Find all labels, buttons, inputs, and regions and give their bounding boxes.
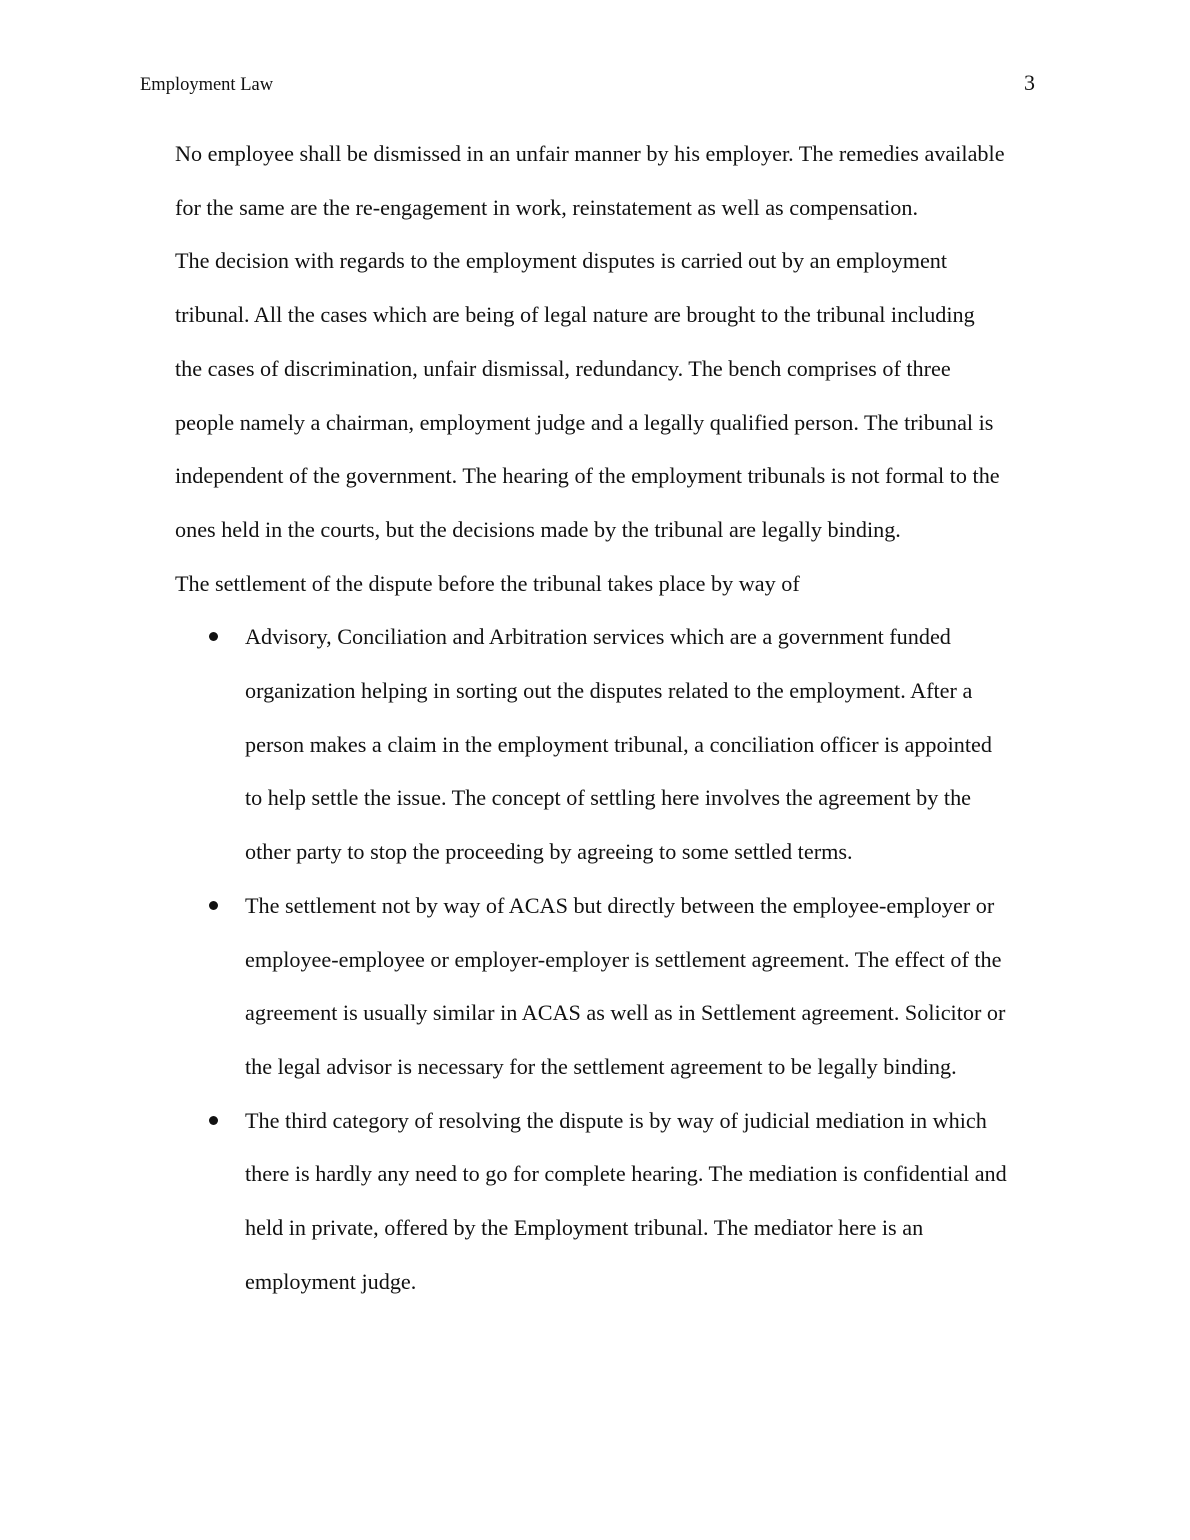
settlement-bullet-list [175, 610, 1065, 1308]
text-line: organization helping in sorting out the disputes related to the employment. After a [245, 678, 973, 704]
text-line: other party to stop the proceeding by agreeing to some settled terms. [245, 839, 853, 865]
page-number: 3 [1024, 70, 1035, 95]
bullet-item-settlement-agreement [175, 879, 1065, 1094]
text-line: tribunal. All the cases which are being of legal nature are brought to the tribunal including [175, 302, 975, 328]
text-line: ones held in the courts, but the decisions made by the tribunal are legally binding. [175, 516, 901, 542]
text-line: No employee shall be dismissed in an unfair manner by his employer. The remedies available [175, 141, 1005, 166]
text-line: independent of the government. The hearing of the employment tribunals is not formal to the [175, 463, 1000, 489]
text-line: The decision with regards to the employment disputes is carried out by an employment [175, 248, 948, 274]
bullet-icon [209, 901, 218, 910]
bullet-item-acas [175, 610, 1065, 879]
running-head: Employment Law [140, 75, 274, 95]
text-line: the cases of discrimination, unfair dismissal, redundancy. The bench comprises of three [175, 355, 951, 381]
text-line: employment judge. [245, 1268, 417, 1294]
text-line: The third category of resolving the dispute is by way of judicial mediation in which [245, 1107, 987, 1133]
text-line: there is hardly any need to go for complete hearing. The mediation is confidential and [245, 1161, 1007, 1187]
bullet-icon [209, 1116, 218, 1125]
text-line: held in private, offered by the Employment tribunal. The mediator here is an [245, 1215, 924, 1241]
paragraph-settlement-intro [175, 557, 1065, 611]
text-line: people namely a chairman, employment judge and a legally qualified person. The tribunal is [175, 409, 994, 435]
text-line: agreement is usually similar in ACAS as well as in Settlement agreement. Solicitor or [245, 1000, 1006, 1026]
text-line: the legal advisor is necessary for the settlement agreement to be legally binding. [245, 1053, 957, 1079]
bullet-icon [209, 632, 218, 641]
text-line: person makes a claim in the employment tribunal, a conciliation officer is appointed [245, 731, 992, 757]
paragraph-unfair-dismissal [175, 127, 1065, 234]
text-line: employee-employee or employer-employer is settlement agreement. The effect of the [245, 946, 1002, 972]
text-line: to help settle the issue. The concept of settling here involves the agreement by the [245, 785, 972, 811]
bullet-item-judicial-mediation [175, 1094, 1065, 1309]
text-line: Advisory, Conciliation and Arbitration services which are a government funded [245, 624, 951, 650]
text-line: The settlement not by way of ACAS but directly between the employee-employer or [245, 892, 995, 918]
paragraph-employment-tribunal [175, 234, 1065, 556]
body-text [175, 127, 1065, 1308]
text-line: for the same are the re-engagement in work, reinstatement as well as compensation. [175, 194, 918, 220]
text-line: The settlement of the dispute before the tribunal takes place by way of [175, 570, 800, 596]
